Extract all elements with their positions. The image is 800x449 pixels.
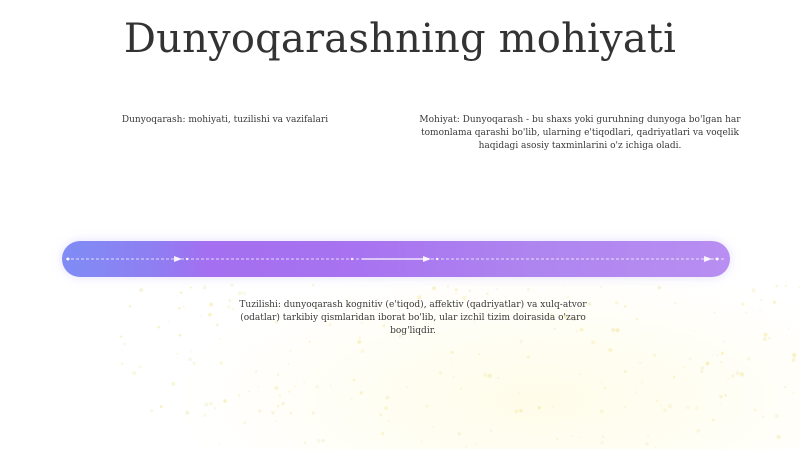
background-dot [695, 407, 698, 410]
background-dot [219, 361, 222, 364]
background-dot [180, 291, 183, 294]
background-dot [773, 301, 776, 304]
background-dot [557, 438, 559, 440]
background-dot [527, 288, 530, 291]
background-dot [673, 376, 675, 378]
background-dot [258, 409, 261, 412]
timeline-arrow-1-icon [174, 256, 182, 262]
background-dot [686, 406, 690, 410]
background-dot [277, 373, 280, 376]
background-dot [663, 408, 667, 412]
background-dot [700, 370, 703, 373]
background-dot [719, 395, 723, 399]
background-dot [689, 357, 692, 360]
background-dot [552, 406, 554, 408]
background-dot [740, 372, 744, 376]
background-dot [747, 357, 751, 361]
timeline-node-start [67, 258, 70, 261]
background-dot [762, 415, 765, 418]
timeline-bar [62, 241, 730, 277]
background-dot [720, 361, 722, 363]
background-dot [277, 405, 279, 407]
background-dot [517, 392, 520, 395]
background-dot [741, 302, 745, 306]
background-dot [157, 326, 160, 329]
background-dot [167, 320, 169, 322]
background-dot [279, 394, 281, 396]
background-dot [668, 404, 672, 408]
background-dot [160, 405, 163, 408]
background-dot [601, 381, 603, 383]
background-dot [457, 432, 461, 436]
background-dot [243, 421, 245, 423]
background-dot [615, 328, 619, 332]
structure-text: Tuzilishi: dunyoqarash kognitiv (e'tiqod), affektiv (qadriyatlar) va xulq-atvor (odatlar) tarkibiy qismlaridan iborat bo'lib, ular izchil tizim doirasida o'zaro bog'liqdir. [239, 300, 587, 336]
background-dot [216, 323, 219, 326]
background-dot [641, 381, 643, 383]
background-dot [351, 398, 353, 400]
slide-title: Dunyoqarashning mohiyati [123, 16, 677, 62]
background-dot [218, 444, 220, 446]
background-dot [700, 366, 704, 370]
background-dot [792, 392, 794, 394]
background-dot [653, 354, 657, 358]
background-dot [312, 411, 315, 414]
background-dot [451, 351, 454, 354]
background-dot [763, 333, 767, 337]
background-dot [177, 353, 179, 355]
background-dot [294, 386, 296, 388]
background-dot [188, 358, 192, 362]
background-dot [784, 386, 786, 388]
background-dot [712, 354, 714, 356]
background-dot [380, 414, 382, 416]
background-dot [219, 338, 221, 340]
background-dot [712, 419, 715, 422]
background-dot [361, 349, 364, 352]
background-dot [360, 391, 363, 394]
background-dot [611, 328, 615, 332]
background-dot [386, 396, 390, 400]
background-dot [290, 412, 292, 414]
background-dot [303, 441, 306, 444]
background-dot [475, 443, 477, 445]
timeline-arrows [62, 241, 730, 277]
background-dot [714, 312, 716, 314]
timeline-node-end [716, 258, 719, 261]
background-dot [248, 390, 250, 392]
background-dot [604, 387, 606, 389]
background-dot [520, 340, 523, 343]
background-dot [466, 446, 468, 448]
background-dot [255, 370, 257, 372]
background-dot [759, 308, 761, 310]
background-dot [203, 413, 207, 417]
background-dot [432, 286, 436, 290]
background-dot [453, 376, 455, 378]
background-dot [129, 305, 132, 308]
background-dot [792, 353, 796, 357]
background-dot [223, 399, 227, 403]
background-dot [179, 334, 182, 337]
background-dot [238, 291, 242, 295]
background-dot [209, 303, 213, 307]
background-dot [608, 348, 612, 352]
background-dot [727, 377, 729, 379]
background-dot [754, 409, 757, 412]
background-dot [567, 296, 569, 298]
background-dot [483, 373, 487, 377]
background-dot [203, 286, 207, 290]
background-dot [120, 336, 122, 338]
background-dot [388, 420, 390, 422]
background-dot [785, 285, 787, 287]
background-dot [696, 429, 700, 433]
essence-text: Mohiyat: Dunyoqarash - bu shaxs yoki guruhning dunyoga bo'lgan har tomonlama qarashi bo'lib, ularning e'tiqodlari, qadriyatlari va voqelik haqidagi asosiy taxminlarini o'z ichiga oladi. [419, 115, 741, 151]
background-dot [139, 288, 143, 292]
background-dot [460, 388, 462, 390]
topic-text: Dunyoqarash: mohiyati, tuzilishi va vazifalari [121, 115, 329, 125]
background-dot [150, 409, 153, 412]
background-dot [171, 382, 175, 386]
background-dot [591, 340, 595, 344]
background-dot [745, 311, 747, 313]
background-dot [190, 350, 192, 352]
background-dot [214, 407, 217, 410]
background-dot [721, 352, 724, 355]
background-dot [519, 409, 523, 413]
background-dot [723, 340, 725, 342]
background-dot [175, 295, 177, 297]
timeline-node [186, 258, 188, 260]
background-dot [571, 435, 573, 437]
background-dot [564, 285, 566, 287]
timeline-node [351, 258, 353, 260]
background-dot [183, 306, 185, 308]
background-dot [579, 373, 581, 375]
background-dot [478, 353, 480, 355]
background-dot [538, 406, 541, 409]
background-dot [724, 394, 727, 397]
background-dot [601, 435, 604, 438]
background-dot [735, 415, 737, 417]
background-dot [208, 313, 212, 317]
background-dot [579, 436, 581, 438]
background-dot [316, 385, 319, 388]
background-dot [455, 292, 457, 294]
background-dot [432, 426, 434, 428]
background-dot [138, 365, 141, 368]
background-dot [600, 286, 602, 288]
background-dot [775, 285, 778, 288]
timeline-arrow-3-icon [704, 256, 712, 262]
background-dot [763, 337, 767, 341]
timeline-node [436, 258, 438, 260]
background-dot [330, 385, 332, 387]
background-dot [600, 410, 604, 414]
background-dot [406, 386, 408, 388]
background-dot [731, 374, 734, 377]
background-dot [317, 439, 321, 443]
background-dot [497, 377, 499, 379]
background-dot [242, 291, 246, 295]
background-dot [312, 284, 315, 287]
background-dot [777, 435, 781, 439]
background-dot [455, 288, 458, 291]
background-dot [271, 411, 275, 415]
background-dot [121, 362, 124, 365]
background-dot [717, 355, 719, 357]
background-dot [788, 328, 790, 330]
background-dot [719, 403, 721, 405]
background-dot [752, 289, 756, 293]
background-dot [514, 409, 518, 413]
background-dot [421, 441, 423, 443]
background-dot [468, 289, 471, 292]
timeline-arrow-2-icon [423, 256, 431, 262]
background-dot [322, 439, 325, 442]
background-dot [353, 379, 356, 382]
background-dot [275, 420, 277, 422]
background-dot [658, 286, 662, 290]
background-dot [289, 349, 292, 352]
background-dot [381, 432, 385, 436]
background-dot [288, 390, 290, 392]
background-dot [600, 441, 603, 444]
background-dot [496, 288, 499, 291]
background-dot [645, 442, 648, 445]
background-dot [303, 381, 305, 383]
background-dot [760, 298, 763, 301]
background-dot [775, 414, 779, 418]
background-dot [230, 283, 233, 286]
background-dot [706, 361, 710, 365]
background-dot [654, 447, 656, 449]
background-dot [288, 363, 290, 365]
background-dot [447, 285, 449, 287]
background-dot [450, 359, 452, 361]
background-dot [384, 406, 388, 410]
background-dot [238, 394, 240, 396]
background-dot [199, 315, 201, 317]
background-dot [647, 435, 649, 437]
background-dot [282, 402, 285, 405]
background-dot [258, 386, 260, 388]
background-dot [674, 302, 676, 304]
background-dot [486, 292, 489, 295]
background-dot [639, 361, 642, 364]
background-dot [624, 406, 626, 408]
background-dot [527, 356, 530, 359]
background-dot [660, 405, 662, 407]
background-dot [205, 403, 209, 407]
background-dot [624, 370, 627, 373]
background-dot [636, 318, 639, 321]
background-dot [193, 362, 196, 365]
background-dot [439, 371, 443, 375]
background-dot [768, 337, 771, 340]
background-dot [624, 305, 626, 307]
background-dot [426, 405, 429, 408]
background-dot [209, 402, 212, 405]
background-dot [274, 386, 278, 390]
background-dot [635, 391, 637, 393]
background-dot [357, 340, 361, 344]
background-dot [736, 371, 740, 375]
background-dot [490, 429, 492, 431]
background-dot [693, 330, 695, 332]
background-dot [132, 371, 136, 375]
background-dot [488, 374, 492, 378]
background-dot [615, 301, 619, 305]
background-dot [190, 287, 192, 289]
background-dot [656, 400, 658, 402]
background-dot [684, 366, 686, 368]
background-dot [309, 340, 311, 342]
background-dot [792, 358, 796, 362]
background-dot [178, 307, 181, 310]
background-dot [123, 342, 126, 345]
background-dot [185, 411, 189, 415]
